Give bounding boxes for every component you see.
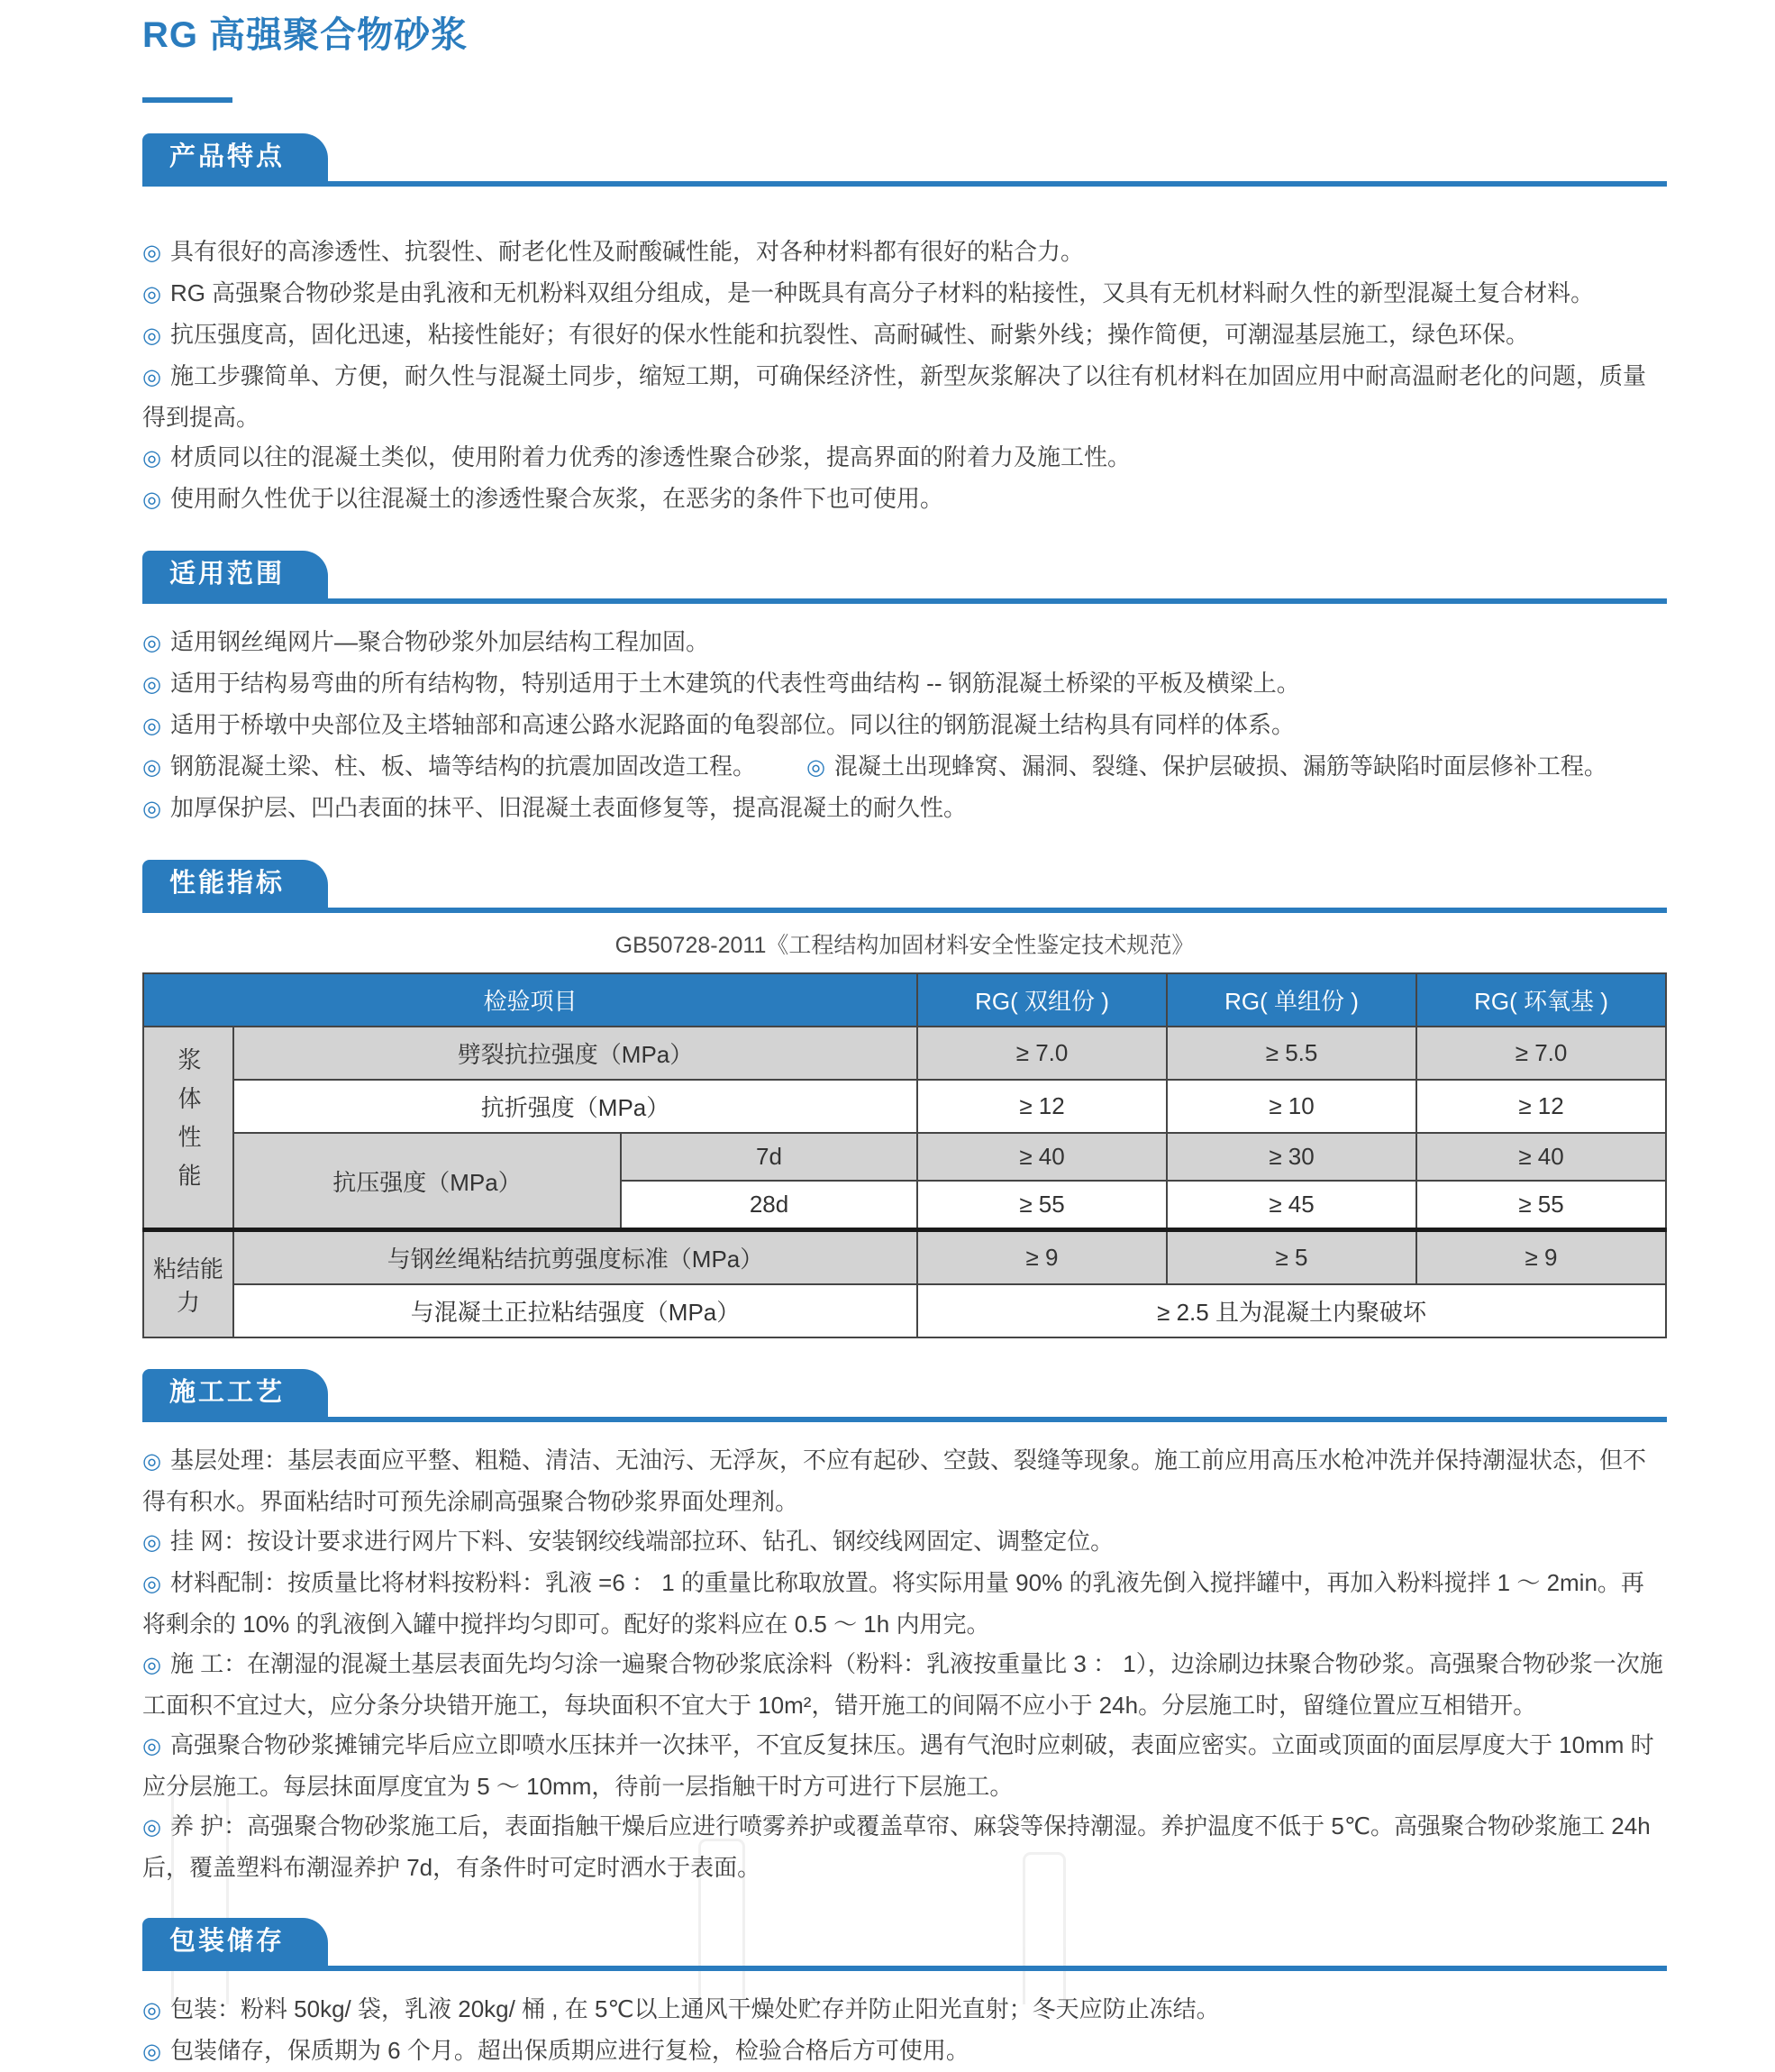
construction-item <box>142 1521 1667 1563</box>
section-performance <box>142 860 1667 1338</box>
table-header-row <box>143 973 1666 1027</box>
row-label: 与混凝土正拉粘结强度（MPa） <box>233 1284 917 1337</box>
table-caption: GB50728-2011《工程结构加固材料安全性鉴定技术规范》 <box>614 933 1195 958</box>
cell-value-merged: ≥ 2.5 且为混凝土内聚破坏 <box>917 1284 1666 1337</box>
section-tab <box>142 551 328 598</box>
bullet-icon: ◎ <box>142 446 161 470</box>
section-title: 施工工艺 <box>169 1378 286 1407</box>
bullet-icon: ◎ <box>142 1530 161 1555</box>
sub-label-28d: 28d <box>621 1181 917 1230</box>
cell-value: ≥ 7.0 <box>917 1027 1167 1080</box>
cell-value: ≥ 12 <box>917 1080 1167 1133</box>
row-label: 与钢丝绳粘结抗剪强度标准（MPa） <box>233 1230 917 1285</box>
cell-value: ≥ 7.0 <box>1416 1027 1666 1080</box>
col-header-test-item: 检验项目 <box>143 973 917 1027</box>
feature-text: RG 高强聚合物砂浆是由乳液和无机粉料双组分组成，是一种既具有高分子材料的粘接性，又具有无机材料耐久性的新型混凝土复合材料。 <box>169 279 1595 306</box>
scope-text: 混凝土出现蜂窝、漏洞、裂缝、保护层破损、漏筋等缺陷时面层修补工程。 <box>833 753 1607 780</box>
feature-item <box>142 479 1667 520</box>
feature-text: 抗压强度高，固化迅速，粘接性能好；有很好的保水性能和抗裂性、高耐碱性、耐紫外线；操作简便，可潮湿基层施工，绿色环保。 <box>169 321 1529 348</box>
scope-text: 加厚保护层、凹凸表面的抹平、旧混凝土表面修复等，提高混凝土的耐久性。 <box>169 794 967 821</box>
cell-value: ≥ 30 <box>1167 1133 1416 1181</box>
scope-text: 适用于结构易弯曲的所有结构物，特别适用于土木建筑的代表性弯曲结构 -- 钢筋混凝土桥梁的平板及横梁上。 <box>169 670 1300 697</box>
construction-text: 挂 网：按设计要求进行网片下料、安装钢绞线端部拉环、钻孔、钢绞线网固定、调整定位。 <box>169 1528 1115 1555</box>
cell-value: ≥ 9 <box>917 1230 1167 1285</box>
bullet-icon: ◎ <box>142 1734 161 1758</box>
packaging-item <box>142 1989 1667 2031</box>
construction-item <box>142 1563 1667 1644</box>
cell-value: ≥ 5.5 <box>1167 1027 1416 1080</box>
section-title: 性能指标 <box>169 869 286 898</box>
section-product-features <box>142 133 1667 520</box>
bullet-icon: ◎ <box>142 714 161 738</box>
scope-text: 钢筋混凝土梁、柱、板、墙等结构的抗震加固改造工程。 <box>169 753 756 780</box>
group-label: 粘结能力 <box>152 1255 223 1316</box>
title-underline <box>142 97 232 103</box>
row-group-slurry-performance <box>143 1027 233 1230</box>
cell-value: ≥ 40 <box>917 1133 1167 1181</box>
col-header-rg-one-part: RG( 单组份 ) <box>1167 973 1416 1027</box>
feature-item <box>142 437 1667 479</box>
construction-text: 施 工：在潮湿的混凝土基层表面先均匀涂一遍聚合物砂浆底涂料（粉料：乳液按重量比 3 ： 1），边涂刷边抹聚合物砂浆。高强聚合物砂浆一次施工面积不宜过大，应分条分块错开施工，每块面积不宜大于 10m²，错开施工的间隔不应小于 24h。分层施工时，留缝位置应互相错开。 <box>142 1650 1663 1719</box>
bullet-icon: ◎ <box>142 1998 161 2022</box>
scope-item <box>142 788 1667 829</box>
section-header-rule <box>142 1918 1667 1971</box>
row-label: 抗折强度（MPa） <box>233 1080 917 1133</box>
bullet-icon: ◎ <box>142 1572 161 1596</box>
bullet-icon: ◎ <box>142 1815 161 1839</box>
row-label: 劈裂抗拉强度（MPa） <box>233 1027 917 1080</box>
page-title: RG 高强聚合物砂浆 <box>142 15 469 55</box>
section-header-rule <box>142 860 1667 913</box>
section-header-rule <box>142 133 1667 187</box>
feature-item <box>142 315 1667 356</box>
bullet-icon: ◎ <box>142 365 161 389</box>
construction-text: 养 护：高强聚合物砂浆施工后，表面指触干燥后应进行喷雾养护或覆盖草帘、麻袋等保持潮湿。养护温度不低于 5℃。高强聚合物砂浆施工 24h 后，覆盖塑料布潮湿养护 7d，有条件时可定时洒水于表面。 <box>142 1812 1651 1881</box>
cell-value: ≥ 55 <box>1416 1181 1666 1230</box>
bullet-icon: ◎ <box>142 755 161 780</box>
cell-value: ≥ 40 <box>1416 1133 1666 1181</box>
bullet-icon: ◎ <box>142 282 161 306</box>
col-header-rg-two-part: RG( 双组份 ) <box>917 973 1167 1027</box>
construction-text: 基层处理：基层表面应平整、粗糙、清洁、无油污、无浮灰，不应有起砂、空鼓、裂缝等现象。施工前应用高压水枪冲洗并保持潮湿状态，但不得有积水。界面粘结时可预先涂刷高强聚合物砂浆界面处理剂。 <box>142 1447 1646 1515</box>
section-application-scope <box>142 551 1667 829</box>
scope-item-dual <box>142 746 1667 788</box>
scope-text: 适用于桥墩中央部位及主塔轴部和高速公路水泥路面的龟裂部位。同以往的钢筋混凝土结构具有同样的体系。 <box>169 711 1295 738</box>
section-tab <box>142 1918 328 1966</box>
row-group-bonding-ability <box>143 1230 233 1338</box>
bullet-icon: ◎ <box>142 631 161 655</box>
feature-text: 施工步骤简单、方便，耐久性与混凝土同步，缩短工期，可确保经济性，新型灰浆解决了以往有机材料在加固应用中耐高温耐老化的问题，质量得到提高。 <box>142 362 1646 431</box>
bullet-icon: ◎ <box>142 241 161 265</box>
cell-value: ≥ 45 <box>1167 1181 1416 1230</box>
packaging-text: 包装储存，保质期为 6 个月。超出保质期应进行复检，检验合格后方可使用。 <box>169 2037 969 2064</box>
section-title: 适用范围 <box>169 560 286 589</box>
construction-item <box>142 1644 1667 1725</box>
col-header-rg-epoxy: RG( 环氧基 ) <box>1416 973 1666 1027</box>
section-header-rule <box>142 551 1667 604</box>
performance-table <box>142 972 1667 1338</box>
bullet-icon: ◎ <box>142 797 161 821</box>
sub-label-7d: 7d <box>621 1133 917 1181</box>
feature-item <box>142 232 1667 273</box>
bullet-icon: ◎ <box>142 1653 161 1677</box>
cell-value: ≥ 9 <box>1416 1230 1666 1285</box>
scope-item <box>142 705 1667 746</box>
table-row <box>143 1080 1666 1133</box>
packaging-item <box>142 2031 1667 2072</box>
feature-text: 具有很好的高渗透性、抗裂性、耐老化性及耐酸碱性能，对各种材料都有很好的粘合力。 <box>169 238 1084 265</box>
construction-item <box>142 1440 1667 1521</box>
feature-item <box>142 356 1667 437</box>
table-row <box>143 1027 1666 1080</box>
section-construction-process <box>142 1369 1667 1887</box>
bullet-icon: ◎ <box>142 672 161 697</box>
construction-text: 高强聚合物砂浆摊铺完毕后应立即喷水压抹并一次抹平，不宜反复抹压。遇有气泡时应刺破，表面应密实。立面或顶面的面层厚度大于 10mm 时应分层施工。每层抹面厚度宜为 5 ～ 10mm，待前一层指触干时方可进行下层施工。 <box>142 1731 1654 1800</box>
bullet-icon: ◎ <box>142 1449 161 1474</box>
section-header-rule <box>142 1369 1667 1422</box>
scope-text: 适用钢丝绳网片—聚合物砂浆外加层结构工程加固。 <box>169 628 709 655</box>
packaging-text: 包装：粉料 50kg/ 袋，乳液 20kg/ 桶 , 在 5℃以上通风干燥处贮存并防止阳光直射；冬天应防止冻结。 <box>169 1995 1220 2022</box>
feature-text: 材质同以往的混凝土类似，使用附着力优秀的渗透性聚合砂浆，提高界面的附着力及施工性。 <box>169 443 1131 470</box>
construction-item <box>142 1725 1667 1806</box>
scope-item <box>142 663 1667 705</box>
section-title: 包装储存 <box>169 1927 286 1956</box>
section-title: 产品特点 <box>169 142 286 171</box>
construction-text: 材料配制：按质量比将材料按粉料：乳液 =6 ： 1 的重量比称取放置。将实际用量 90% 的乳液先倒入搅拌罐中，再加入粉料搅拌 1 ～ 2min。再将剩余的 10% 的乳液倒入罐中搅拌均匀即可。配好的浆料应在 0.5 ～ 1h 内用完。 <box>142 1569 1644 1638</box>
bullet-icon: ◎ <box>142 488 161 512</box>
table-row <box>143 1230 1666 1285</box>
feature-item <box>142 273 1667 315</box>
cell-value: ≥ 55 <box>917 1181 1167 1230</box>
section-tab <box>142 1369 328 1417</box>
feature-text: 使用耐久性优于以往混凝土的渗透性聚合灰浆，在恶劣的条件下也可使用。 <box>169 485 943 512</box>
bullet-icon: ◎ <box>806 755 825 780</box>
table-row <box>143 1133 1666 1181</box>
row-label-compressive: 抗压强度（MPa） <box>233 1133 621 1230</box>
scope-item <box>142 622 1667 663</box>
construction-list <box>142 1440 1667 1887</box>
cell-value: ≥ 12 <box>1416 1080 1666 1133</box>
feature-list <box>142 232 1667 520</box>
cell-value: ≥ 5 <box>1167 1230 1416 1285</box>
cell-value: ≥ 10 <box>1167 1080 1416 1133</box>
bullet-icon: ◎ <box>142 2040 161 2064</box>
section-tab <box>142 133 328 181</box>
construction-item <box>142 1806 1667 1887</box>
group-label: 浆体性能 <box>175 1046 202 1202</box>
bullet-icon: ◎ <box>142 324 161 348</box>
table-row <box>143 1284 1666 1337</box>
scope-list <box>142 622 1667 829</box>
section-tab <box>142 860 328 908</box>
section-packaging-storage <box>142 1918 1667 2072</box>
